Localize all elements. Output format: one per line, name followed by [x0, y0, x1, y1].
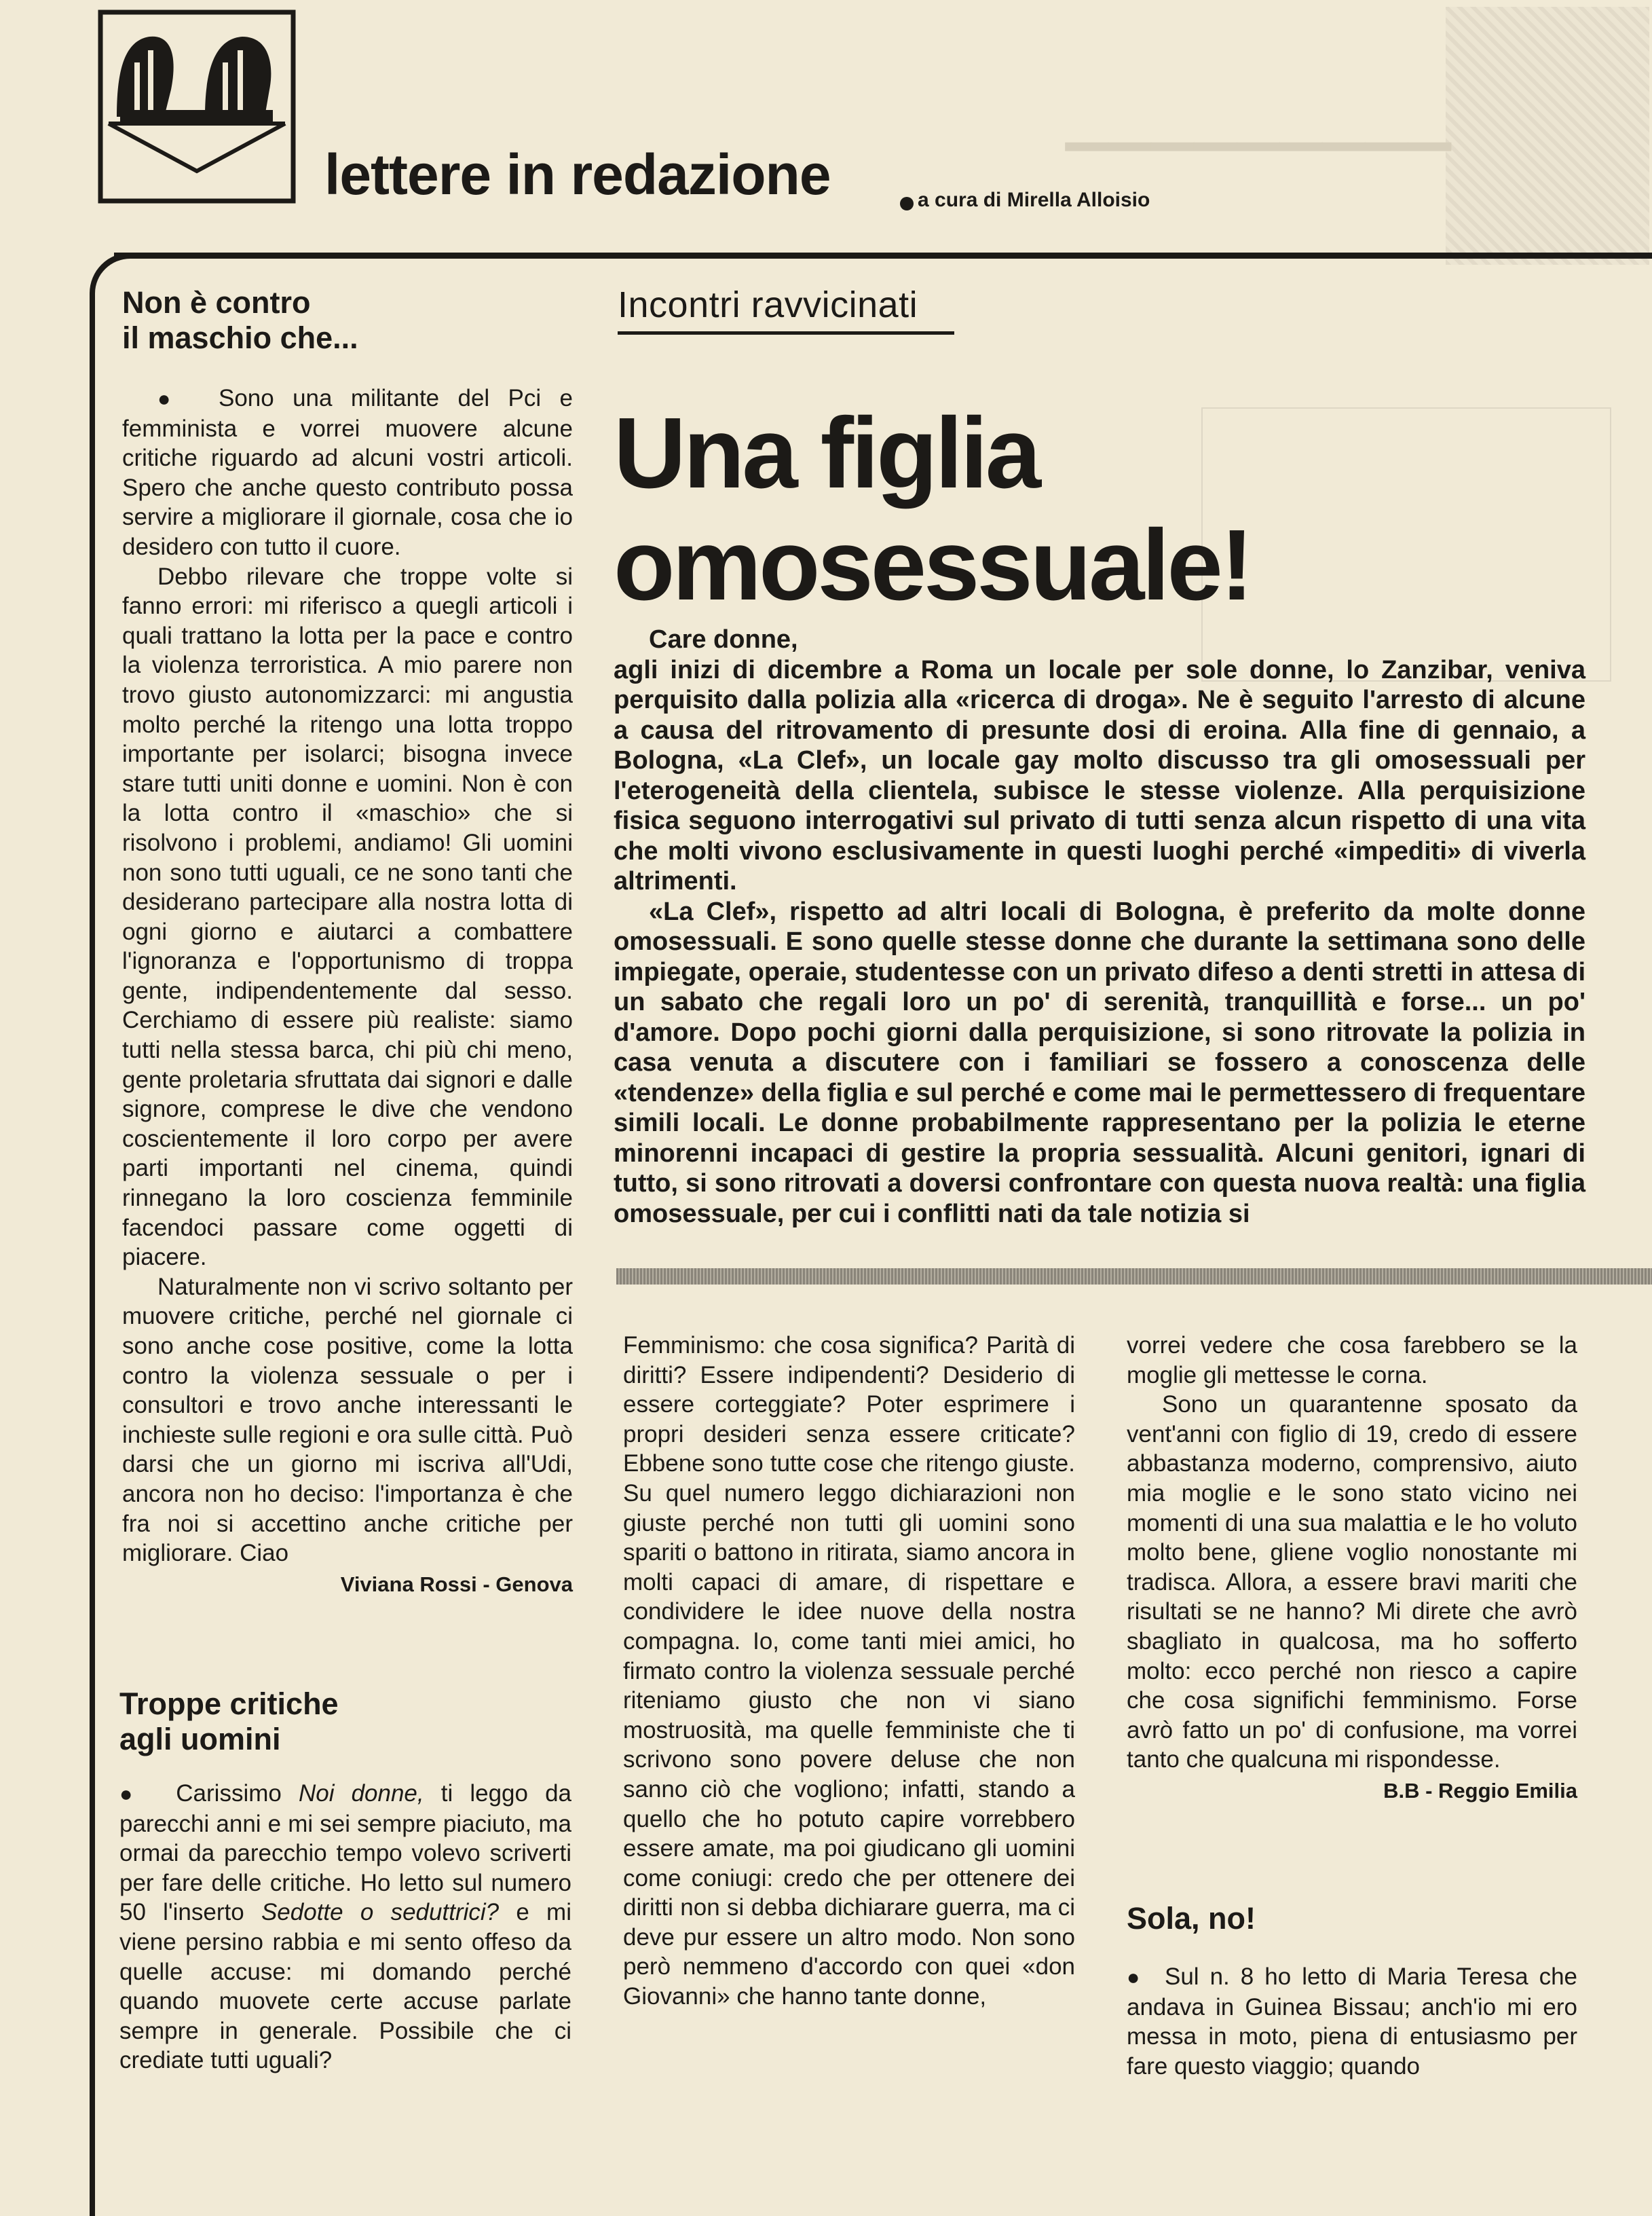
letter3-paragraph: ● Sul n. 8 ho letto di Maria Teresa che andava in Guinea Bissau; anch'io mi ero messa in moto, piena di entusiasmo per fare questo viaggio; quando	[1127, 1962, 1577, 2081]
gray-separator	[616, 1268, 1652, 1285]
letter1-signature: Viviana Rossi - Genova	[340, 1572, 573, 1596]
article-body	[614, 625, 1585, 1229]
article-paragraph: agli inizi di dicembre a Roma un locale per sole donne, lo Zanzibar, veniva perquisito dalla polizia alla «ricerca di droga». Ne è seguito l'arresto di alcune a causa del ritrovamento di presunte dosi di eroina. Alla fine di gennaio, a Bologna, «La Clef», un locale gay molto discusso tra gli omosessuali per l'eterogeneità della clientela, subisce le stesse violenze. Alla perquisizione fisica seguono interrogativi sul privato di tutti senza alcun rispetto di una vita che molti vivono esclusivamente in questi luoghi perché «impediti» di viverla altrimenti.	[614, 655, 1585, 895]
letter2-signature: B.B - Reggio Emilia	[1383, 1778, 1577, 1803]
bullet-dot-icon	[900, 197, 914, 210]
kicker-underline	[618, 331, 954, 335]
article-kicker: Incontri ravvicinati	[618, 284, 918, 325]
letter2-col2	[623, 1331, 1075, 2012]
letter1-paragraph: Debbo rilevare che troppe volte si fanno errori: mi riferisco a quegli articoli i quali trattano la lotta per la pace e contro la violenza terroristica. A mio parere non trovo giusto autonomizzarci: mi angustia molto perché la ritengo una lotta troppo importante per isolarci; bisogna invece stare tutti uniti donne e uomini. Non è con la lotta contro il «maschio» che si risolvono i problemi, andiamo! Gli uomini non sono tutti uguali, ce ne sono tanti che desiderano partecipare alla nostra lotta di ogni giorno e aiutarci a combattere l'ignoranza e l'opportunismo di troppa gente, indipendentemente dal sesso. Cerchiamo di essere più realiste: siamo tutti nella stessa barca, chi più chi meno, gente proletaria sfruttata dai signori e dalle signore, comprese le dive che vendono coscientemente il loro corpo per avere parti importanti nel cinema, quindi rinnegano la loro coscienza femminile facendoci passare come oggetti di piacere.	[122, 563, 573, 1271]
section-title: lettere in redazione	[324, 143, 831, 206]
letter1-headline: Non è contro il maschio che...	[122, 285, 358, 355]
article-salutation: Care donne,	[649, 625, 798, 654]
letter1-body	[122, 384, 573, 1599]
letter2-paragraph: ● Carissimo Noi donne, ti leggo da parecchi anni e mi sei sempre piaciuto, ma ormai da parecchio tempo volevo scriverti per fare delle critiche. Ho letto sul numero 50 l'inserto Sedotte o seduttrici? e mi viene persino rabbia e mi sento offeso da quelle accuse: mi domando perché quando muovete certe accuse parlate sempre in generale. Possibile che ci crediate tutti uguali?	[119, 1779, 571, 2075]
article-title: Una figlia omosessuale!	[614, 397, 1252, 621]
editor-credit: a cura di Mirella Alloisio	[918, 189, 1150, 211]
letter2-headline: Troppe critiche agli uomini	[119, 1686, 339, 1756]
letter2-paragraph: Sono un quarantenne sposato da vent'anni con figlio di 19, credo di essere abbastanza moderno, comprensivo, aiuto mia moglie e le sono stato vicino nei momenti di una sua malattia e le ho voluto molto bene, gliene voglio nonostante mi tradisca. Allora, a essere bravi mariti che risultati se ne hanno? Mi direte che avrò sbagliato in qualcosa, ma ho sofferto molto: ecco perché non riesco a capire che cosa significhi femminismo. Forse avrò fatto un po' di confusione, ma vorrei tanto che qualcuna mi rispondesse.	[1127, 1391, 1577, 1773]
article-paragraph: «La Clef», rispetto ad altri locali di Bologna, è preferito da molte donne omosessuali. E sono quelle stesse donne che durante la settimana sono delle impiegate, operaie, studentesse con un privato difeso a denti stretti in attesa di un sabato che regali loro un po' di serenità, tranquillità e forse... un po' d'amore. Dopo pochi giorni dalla perquisizione, si sono ritrovate la polizia in casa venuta a discutere con i familiari se fossero a conoscenza delle «tendenze» della figlia e sul perché e come mai le permettessero di frequentare simili locali. Le donne probabilmente rappresentano per la polizia le eterne minorenni incapaci di gestire la propria sessualità. Alcuni genitori, ignari di tutto, si sono ritrovati a doversi confrontare con questa nuova realtà: una figlia omosessuale, per cui i conflitti nati da tale notizia si	[614, 897, 1585, 1228]
letter3-body	[1127, 1962, 1577, 2081]
letter2-paragraph: Femminismo: che cosa significa? Parità di diritti? Essere indipendenti? Desiderio di essere corteggiate? Poter esprimere i propri desideri senza essere criticate? Ebbene sono tutte cose che ritengo giuste. Su quel numero leggo dichiarazioni non giuste perché non tutti gli uomini sono spariti o battono in ritirata, siamo ancora in molti capaci di amare, di rispettare e condividere le idee nuove della nostra compagna. Io, come tanti miei amici, ho firmato contro la violenza sessuale perché riteniamo giusto che non vi siano mostruosità, ma quelle femministe che ti scrivono sono povere deluse che non sanno ciò che vogliono; infatti, stando a quello che ho potuto capire vorrebbero essere amate, ma poi giudicano gli uomini come coniugi: credo che per ottenere dei diritti non si debba dichiarare guerra, ma ci deve pur essere un altro modo. Non sono però nemmeno d'accordo con quei «don Giovanni» che hanno tante donne,	[623, 1332, 1075, 2010]
top-rule	[114, 253, 1652, 259]
bleed-through-stamp	[1446, 7, 1649, 265]
envelope-logo-icon	[96, 8, 297, 205]
left-rule	[90, 299, 95, 2216]
letter1-paragraph: Naturalmente non vi scrivo soltanto per muovere critiche, perché nel giornale ci sono anche cose positive, come la lotta contro la violenza sessuale o per i consultori e trovo anche interessanti le inchieste sulle regioni e ora sulle città. Può darsi che un giorno mi iscriva all'Udi, ancora non ho deciso: l'importanza è che fra noi si accettino anche critiche per migliorare. Ciao	[122, 1273, 573, 1567]
letter1-paragraph: ● Sono una militante del Pci e femminista e vorrei muovere alcune critiche riguardo ad alcuni vostri articoli. Spero che anche questo contributo possa servire a migliorare il giornale, cosa che io desidero con tutto il cuore.	[122, 384, 573, 562]
letter2-col1	[119, 1779, 571, 2075]
letter2-paragraph: vorrei vedere che cosa farebbero se la moglie gli mettesse le corna.	[1127, 1332, 1577, 1388]
letter3-headline: Sola, no!	[1127, 1901, 1256, 1936]
letter2-col3	[1127, 1331, 1577, 1806]
bleed-through-text: ▁▁▁▁▁▁▁▁▁	[1066, 88, 1451, 149]
